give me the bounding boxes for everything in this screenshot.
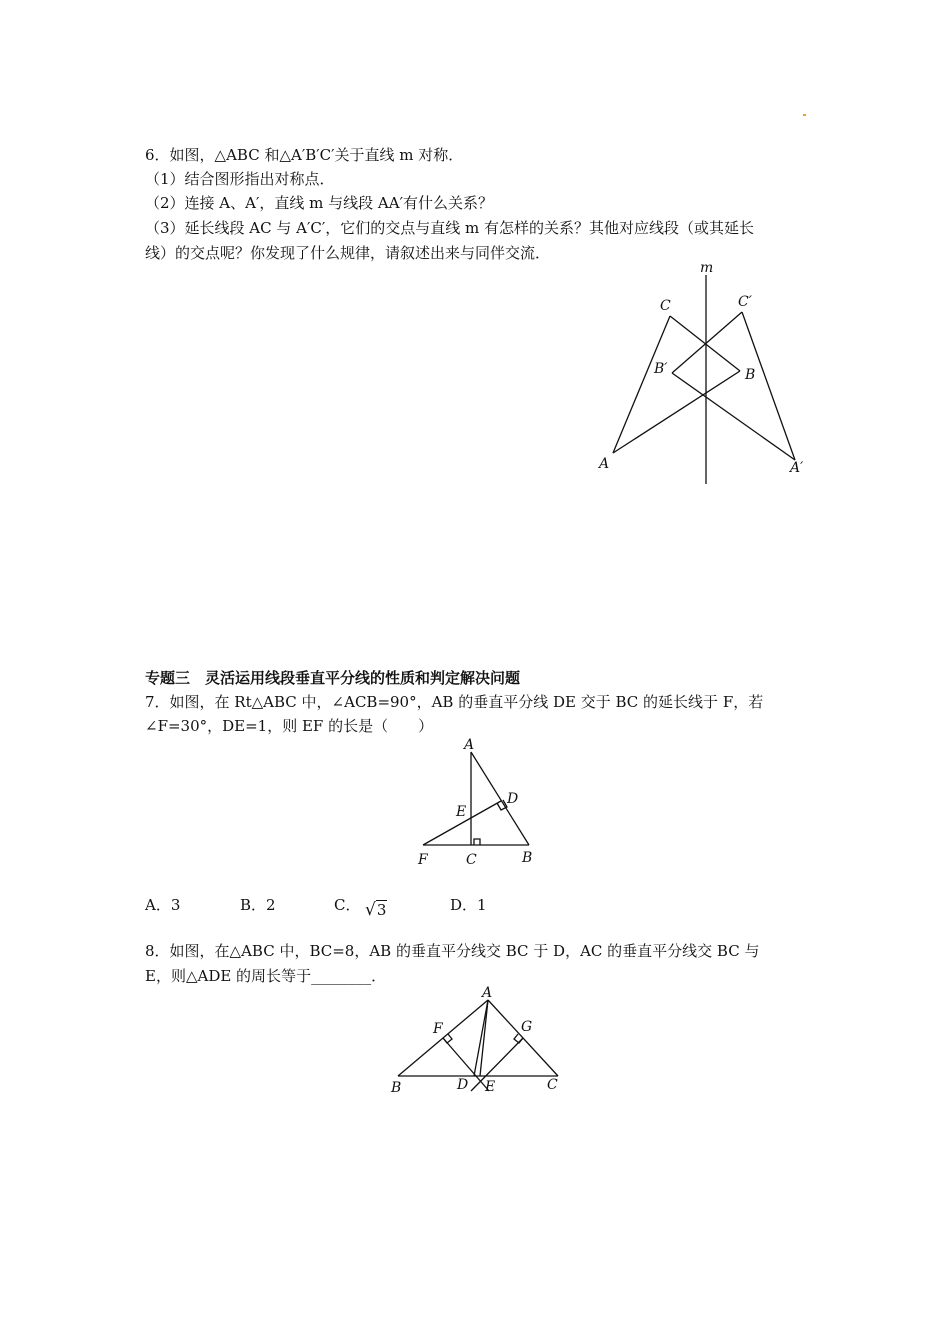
label-B: B [391,1080,402,1096]
label-m: m [700,260,714,276]
q6-part2: （2）连接 A、A′，直线 m 与线段 AA′有什么关系？ [145,194,493,212]
q7-stem-line1: 7．如图，在 Rt△ABC 中，∠ACB=90°，AB 的垂直平分线 DE 交于 BC 的延长线于 F，若 [145,693,764,711]
label-E: E [485,1079,496,1095]
seg-CpAp [742,312,795,460]
q7-stem-line2: ∠F=30°，DE=1，则 EF 的长是（ ） [145,717,434,735]
q7-option-c-sqrt [365,900,387,920]
q7-option-a: A．3 [145,896,181,914]
seg-AB [613,371,740,453]
right-angle-C [474,839,480,845]
label-E: E [456,804,467,820]
radicand: 3 [376,901,387,919]
label-C: C [660,298,671,314]
label-G: G [521,1019,533,1035]
label-B: B [745,367,756,383]
right-angle-F [443,1034,452,1043]
q8-stem-line2: E，则△ADE 的周长等于________． [145,967,387,985]
label-D: D [507,791,519,807]
q6-part3-line1: （3）延长线段 AC 与 A′C′，它们的交点与直线 m 有怎样的关系？其他对应线段（或其延长 [145,219,755,237]
q7-option-b: B．2 [240,896,276,914]
q7-figure [410,732,550,872]
topic3-heading: 专题三 灵活运用线段垂直平分线的性质和判定解决问题 [145,669,521,687]
label-C: C [466,852,477,868]
q8-stem-line1: 8．如图，在△ABC 中，BC=8，AB 的垂直平分线交 BC 于 D，AC 的垂直平分线交 BC 与 [145,942,760,960]
seg-AB [471,752,529,845]
label-F: F [433,1021,443,1037]
label-F: F [418,852,428,868]
label-A: A [482,985,493,1001]
decorative-dot [803,114,806,116]
bisector-GE [471,1038,523,1091]
label-Ap: A′ [790,460,804,476]
q7-option-d: D．1 [450,896,487,914]
seg-CA [613,316,670,453]
label-Bp: B′ [654,361,668,377]
radical-sign: √ [365,900,376,920]
label-A: A [464,737,475,753]
label-C: C [547,1077,558,1093]
q8-figure [385,982,565,1097]
seg-ApBp [672,373,795,460]
q6-part3-line2: 线）的交点呢？你发现了什么规律，请叙述出来与同伴交流． [145,244,551,262]
q6-figure [590,260,820,490]
q6-part1: （1）结合图形指出对称点． [145,170,335,188]
label-B: B [522,850,533,866]
q6-stem: 6．如图，△ABC 和△A′B′C′关于直线 m 对称． [145,146,464,164]
label-Cp: C′ [738,294,752,310]
label-D: D [457,1077,469,1093]
q7-option-c: C． [334,896,361,914]
label-A: A [599,456,610,472]
